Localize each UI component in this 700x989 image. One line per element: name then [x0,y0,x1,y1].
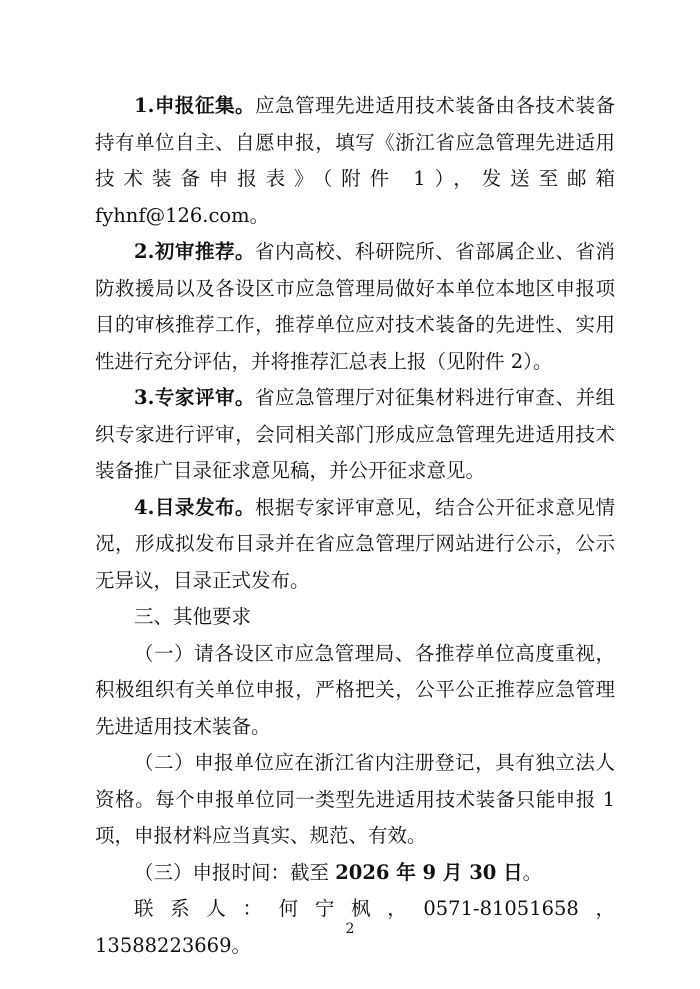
deadline-date: 2026 年 9 月 30 日 [335,860,523,884]
step-1-paragraph [95,88,615,234]
step-2-paragraph [95,234,615,380]
step-3-paragraph [95,380,615,490]
step-3-heading: 3.专家评审。 [134,386,256,409]
deadline-suffix: 。 [522,860,543,884]
step-2-heading: 2.初审推荐。 [134,240,256,263]
page-number: 2 [345,921,355,937]
contact-line: 联系人：何宁枫，0571-81051658，13588223669。 [95,897,615,957]
requirement-item-1: （一）请各设区市应急管理局、各推荐单位高度重视，积极组织有关单位申报，严格把关，公平公正推荐应急管理先进适用技术装备。 [95,641,615,738]
step-4-paragraph [95,490,615,600]
step-1-heading: 1.申报征集。 [134,94,256,117]
step-3-text: 省应急管理厅对征集材料进行审查、并组织专家进行评审，会同相关部门形成应急管理先进适用技术装备推广目录征求意见稿，并公开征求意见。 [95,386,615,482]
step-1-text: 应急管理先进适用技术装备由各技术装备持有单位自主、自愿申报，填写《浙江省应急管理先进适用技术装备申报表》（附件 1），发送至邮箱 fyhnf@126.com。 [95,94,615,227]
step-4-text: 根据专家评审意见，结合公开征求意见情况，形成拟发布目录并在省应急管理厅网站进行公示，公示无异议，目录正式发布。 [95,495,615,592]
requirement-item-2: （二）申报单位应在浙江省内注册登记，具有独立法人资格。每个申报单位同一类型先进适用技术装备只能申报 1 项，申报材料应当真实、规范、有效。 [95,751,615,847]
deadline-label: （三）申报时间：截至 [134,860,336,884]
section-heading-other-requirements: 三、其他要求 [134,605,252,628]
requirement-item-3 [95,855,615,892]
document-body [95,88,615,964]
step-4-heading: 4.目录发布。 [134,495,256,519]
step-2-text: 省内高校、科研院所、省部属企业、省消防救援局以及各设区市应急管理局做好本单位本地区申报项目的审核推荐工作，推荐单位应对技术装备的先进性、实用性进行充分评估，并将推荐汇总表上报（见附件 2）。 [95,240,615,373]
